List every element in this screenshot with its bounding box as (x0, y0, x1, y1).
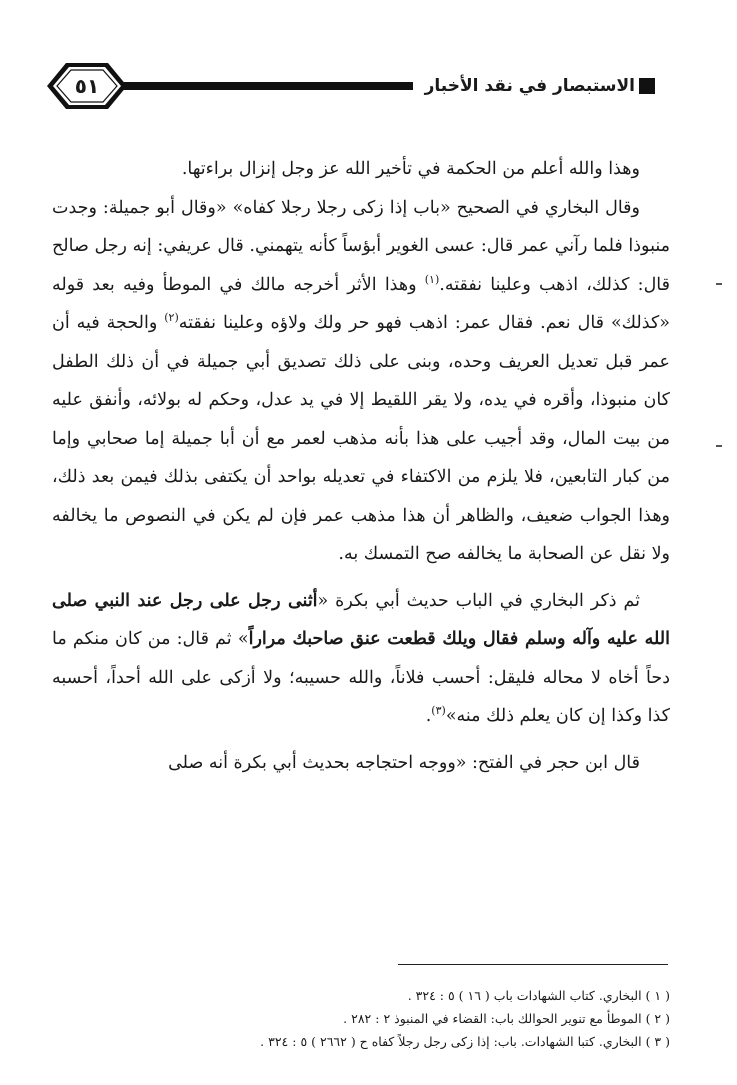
footnote-separator (398, 964, 668, 965)
main-text (52, 150, 670, 782)
margin-mark (716, 445, 722, 447)
paragraph-2-text: وقال البخاري في الصحيح «باب إذا زكى رجلا رجلا كفاه» «وقال أبو جميلة: وجدت منبوذا فلما رآني عمر قال: عسى الغوير أبؤساً كأنه يتهمني. قال عريفي: إنه رجل صالح قال: كذلك، اذهب وعلينا نفقته. (52, 197, 670, 295)
paragraph-1: وهذا والله أعلم من الحكمة في تأخير الله عز وجل إنزال براءتها. (181, 159, 640, 179)
page-number: ٥١ (74, 74, 100, 98)
footnote-2: ( ٢ ) الموطأ مع تنوير الحوالك باب: القضاء في المنبوذ ٢ : ٢٨٢ . (343, 1011, 670, 1026)
paragraph-2-text-b: وهذا الأثر أخرجه مالك في الموطأ وفيه بعد قوله «كذلك» قال نعم. فقال عمر: اذهب فهو حر ولك ولاؤه وعلينا نفقته (52, 274, 670, 333)
footnotes (130, 984, 670, 1053)
hadith-quote: أثنى رجل على رجل عند النبي صلى الله عليه وآله وسلم فقال ويلك قطعت عنق صاحبك مراراً (52, 590, 670, 649)
footnote-ref-3: (٣) (431, 704, 446, 718)
footnote-3: ( ٣ ) البخاري. كتبا الشهادات. باب: إذا زكى رجل رجلاً كفاه ح ( ٢٦٦٢ ) ٥ : ٣٢٤ . (260, 1034, 670, 1049)
paragraph-2-text-c: والحجة فيه أن عمر قبل تعديل العريف وحده، وبنى على ذلك تصديق أبي جميلة في أن ذلك الطفل كان منبوذا، وأقره في يده، ولا يقر اللقيط إلا في يد عدل، وحكم له بولائه، وأنفق عليه من بيت المال، وقد أجيب على هذا بأنه مذهب لعمر مع أن أبا جميلة إما صحابي وإما من كبار التابعين، فلا يلزم من الاكتفاء في تعديله بواحد أن يكتفى بذلك فيمن بعد ذلك، وهذا الجواب ضعيف، والظاهر أن هذا مذهب عمر فإن لم يكن في النصوص ما يخالفه ولا نقل عن الصحابة ما يخالفه صح التمسك به. (52, 313, 670, 564)
running-header (0, 56, 737, 116)
paragraph-3-text-c: . (425, 706, 432, 726)
page-number-badge (44, 60, 130, 112)
paragraph-3-text: ثم ذكر البخاري في الباب حديث أبي بكرة « (317, 590, 640, 611)
footnote-ref-2: (٢) (164, 311, 179, 325)
footnote-1: ( ١ ) البخاري. كتاب الشهادات باب ( ١٦ ) ٥ : ٣٢٤ . (407, 988, 670, 1003)
footnote-ref-1: (١) (424, 272, 440, 286)
header-square-icon (639, 78, 655, 94)
margin-mark (716, 283, 722, 285)
paragraph-4: قال ابن حجر في الفتح: «ووجه احتجاجه بحديث أبي بكرة أنه صلى (168, 752, 640, 773)
paragraph-2 (52, 189, 670, 574)
paragraph-3-text-b: » ثم قال: من كان منكم ما دحاً أخاه لا محاله فليقل: أحسب فلاناً، والله حسيبه؛ ولا أزكى على الله أحداً، أحسبه كذا وكذا إن كان يعلم ذلك منه» (52, 629, 670, 726)
paragraph-3 (52, 582, 670, 736)
book-title: الاستبصار في نقد الأخبار (413, 72, 645, 100)
